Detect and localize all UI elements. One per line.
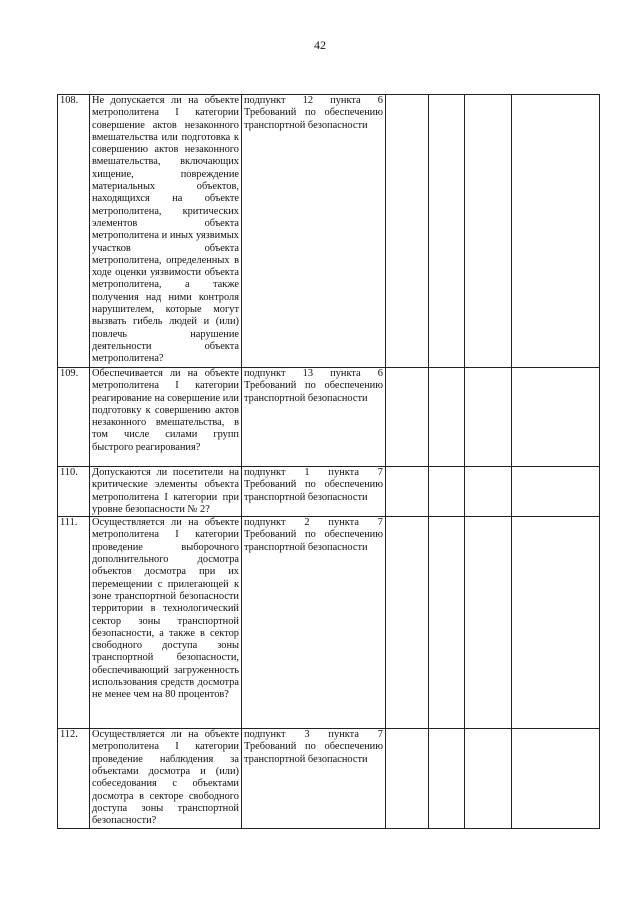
row-number: 112. [58,729,90,829]
answer-cell [465,467,512,517]
requirement-reference: подпункт 2 пункта 7 Требований по обеспечению транспортной безопасности [242,517,386,729]
comment-cell [512,467,600,517]
question-text: Допускаются ли посетители на критические элементы объекта метрополитена I категории при уровне безопасности № 2? [90,467,242,517]
answer-cell [429,95,465,368]
answer-cell [465,95,512,368]
row-number: 110. [58,467,90,517]
table-row [58,517,600,729]
answer-cell [429,368,465,467]
comment-cell [512,368,600,467]
question-text: Осуществляется ли на объекте метрополитена I категории проведение наблюдения за объектами досмотра и (или) собеседования с объектами досмотра в секторе свободного доступа зоны транспортной безопасности? [90,729,242,829]
answer-cell [429,467,465,517]
question-text: Осуществляется ли на объекте метрополитена I категории проведение выборочного дополнительного досмотра объектов досмотра при их перемещении с прилегающей к зоне транспортной безопасности территории в технологический сектор зоны транспортной безопасности, а также в сектор свободного доступа зоны транспортной безопасности, обеспечивающий загруженность использования средств досмотра не менее чем на 80 процентов? [90,517,242,729]
question-text: Не допускается ли на объекте метрополитена I категории совершение актов незаконного вмешательства или подготовка к совершению актов незаконного вмешательства, включающих хищение, повреждение материальных объектов, находящихся на объекте метрополитена, критических элементов объекта метрополитена и иных уязвимых участков объекта метрополитена, определенных в ходе оценки уязвимости объекта метрополитена, а также получения над ними контроля нарушителем, которые могут вызвать гибель людей и (или) повлечь нарушение деятельности объекта метрополитена? [90,95,242,368]
answer-cell [386,517,429,729]
table-row [58,95,600,368]
answer-cell [465,517,512,729]
requirement-reference: подпункт 12 пункта 6 Требований по обеспечению транспортной безопасности [242,95,386,368]
row-number: 108. [58,95,90,368]
comment-cell [512,729,600,829]
answer-cell [386,467,429,517]
row-number: 109. [58,368,90,467]
checklist-table [57,94,600,829]
answer-cell [429,729,465,829]
comment-cell [512,517,600,729]
table-row [58,729,600,829]
answer-cell [386,368,429,467]
answer-cell [386,729,429,829]
answer-cell [386,95,429,368]
requirement-reference: подпункт 13 пункта 6 Требований по обеспечению транспортной безопасности [242,368,386,467]
row-number: 111. [58,517,90,729]
question-text: Обеспечивается ли на объекте метрополитена I категории реагирование на совершение или подготовку к совершению актов незаконного вмешательства, в том числе силами групп быстрого реагирования? [90,368,242,467]
answer-cell [429,517,465,729]
comment-cell [512,95,600,368]
requirement-reference: подпункт 1 пункта 7 Требований по обеспечению транспортной безопасности [242,467,386,517]
requirement-reference: подпункт 3 пункта 7 Требований по обеспечению транспортной безопасности [242,729,386,829]
answer-cell [465,368,512,467]
table-row [58,467,600,517]
page-number: 42 [314,38,326,52]
answer-cell [465,729,512,829]
table-row [58,368,600,467]
